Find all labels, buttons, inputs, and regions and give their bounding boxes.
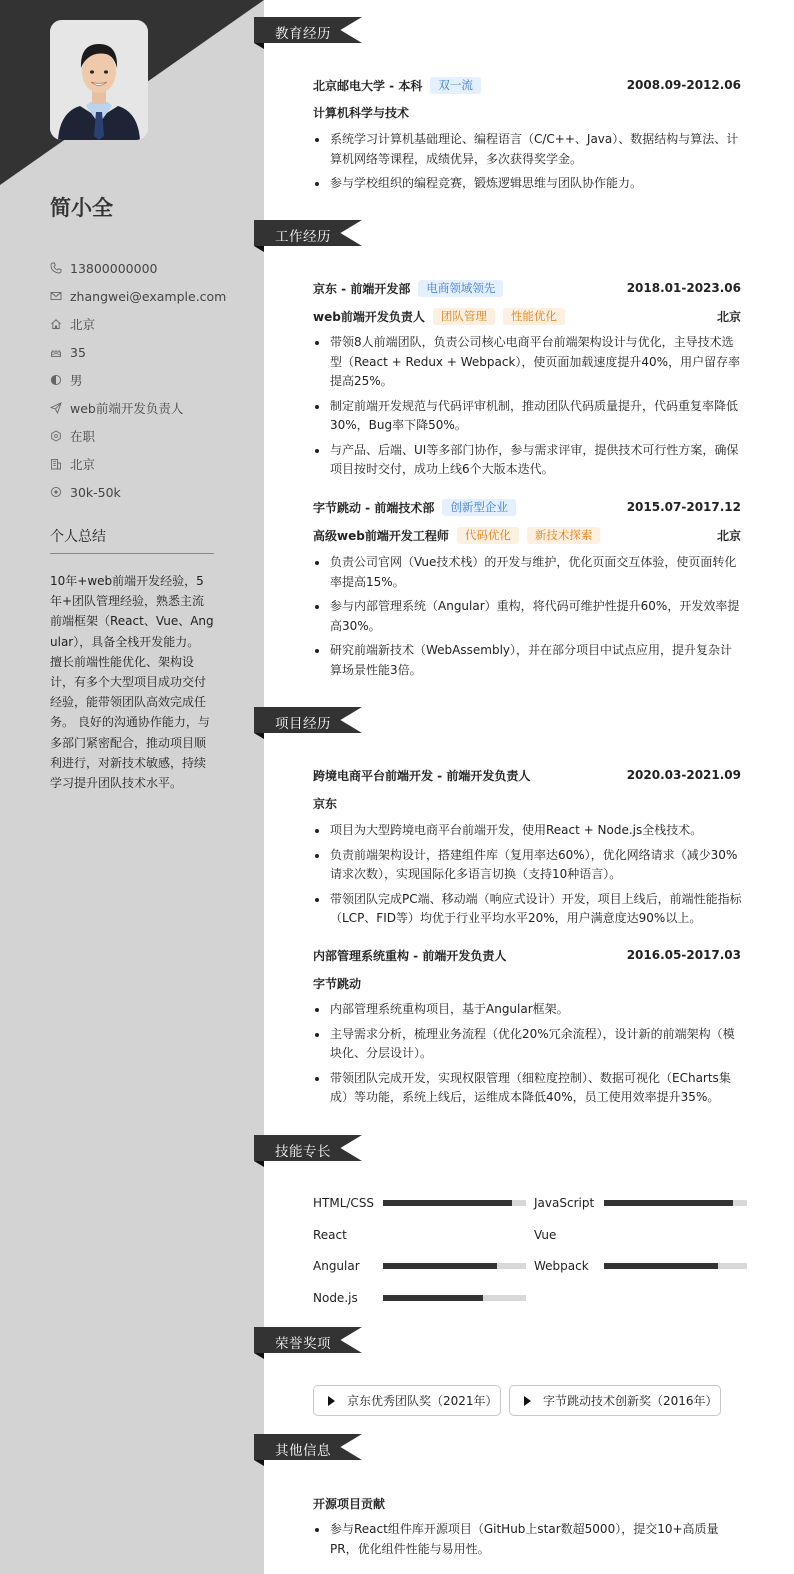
section-header-work xyxy=(254,220,362,250)
gender-icon xyxy=(50,374,62,386)
info-text: 北京 xyxy=(70,457,96,472)
job-tag: 团队管理 xyxy=(433,308,495,325)
job-title: web前端开发负责人 xyxy=(313,309,425,324)
project-company-name: 京东 xyxy=(313,796,338,811)
award-badge xyxy=(313,1385,501,1416)
list-item: 系统学习计算机基础理论、编程语言（C/C++、Java）、数据结构与算法、计算机网络等课程，成绩优异，多次获得奖学金。 xyxy=(313,130,743,169)
salary-icon xyxy=(50,486,62,498)
work-title-row xyxy=(313,307,741,325)
summary-title: 个人总结 xyxy=(50,529,106,545)
info-text: web前端开发负责人 xyxy=(70,401,184,416)
skill-level-fill xyxy=(383,1263,497,1269)
candidate-name: 简小全 xyxy=(50,196,113,220)
company-tag: 电商领域领先 xyxy=(418,280,503,297)
info-position xyxy=(50,394,250,422)
skill-level-bar xyxy=(383,1263,526,1269)
info-email xyxy=(50,282,250,310)
summary-divider xyxy=(50,553,214,554)
play-icon xyxy=(524,1396,531,1406)
list-item: 负责前端架构设计，搭建组件库（复用率达60%），优化网络请求（减少30%请求次数），实现国际化多语言切换（支持10种语言）。 xyxy=(313,846,743,885)
section-header-honors xyxy=(254,1327,362,1357)
info-text: 北京 xyxy=(70,317,96,332)
education-major xyxy=(313,103,741,121)
section-title: 其他信息 xyxy=(275,1443,331,1459)
school-tag: 双一流 xyxy=(430,77,481,94)
info-location xyxy=(50,310,250,338)
skill-item xyxy=(534,1258,747,1274)
info-phone xyxy=(50,254,250,282)
project-bullets xyxy=(313,1000,743,1113)
company-tag: 创新型企业 xyxy=(442,499,516,516)
section-header-projects xyxy=(254,707,362,737)
job-tag: 代码优化 xyxy=(457,527,519,544)
list-item: 项目为大型跨境电商平台前端开发，使用React + Node.js全栈技术。 xyxy=(313,821,743,841)
major-name: 计算机科学与技术 xyxy=(313,105,410,120)
work-bullets xyxy=(313,553,743,685)
list-item: 与产品、后端、UI等多部门协作，参与需求评审，提供技术可行性方案，确保项目按时交付，成功上线6个大版本迭代。 xyxy=(313,441,743,480)
info-age xyxy=(50,338,250,366)
company-name: 京东 - 前端开发部 xyxy=(313,281,411,296)
list-item: 带领团队完成PC端、移动端（响应式设计）开发，项目上线后，前端性能指标（LCP、FID等）均优于行业平均水平20%，用户满意度达90%以上。 xyxy=(313,890,743,929)
list-item: 研究前端新技术（WebAssembly），并在部分项目中试点应用，提升复杂计算场景性能3倍。 xyxy=(313,641,743,680)
list-item: 制定前端开发规范与代码评审机制，推动团队代码质量提升，代码重复率降低30%，Bug率下降50%。 xyxy=(313,397,743,436)
project-company xyxy=(313,794,741,812)
skill-item xyxy=(534,1227,747,1243)
phone-icon xyxy=(50,262,62,274)
section-title: 教育经历 xyxy=(275,26,331,42)
list-item: 参与学校组织的编程竞赛，锻炼逻辑思维与团队协作能力。 xyxy=(313,174,743,194)
skill-level-fill xyxy=(604,1263,718,1269)
list-item: 参与React组件库开源项目（GitHub上star数超5000），提交10+高质量PR，优化组件性能与易用性。 xyxy=(313,1520,743,1559)
skill-level-fill xyxy=(383,1200,512,1206)
skill-name: Webpack xyxy=(534,1259,589,1273)
project-header xyxy=(313,766,741,784)
main-content xyxy=(264,0,794,1574)
award-label: 京东优秀团队奖（2021年） xyxy=(347,1394,498,1408)
project-header xyxy=(313,946,741,964)
skill-level-bar xyxy=(383,1200,526,1206)
section-header-skills xyxy=(254,1135,362,1165)
education-period: 2008.09-2012.06 xyxy=(626,78,741,92)
info-text: 在职 xyxy=(70,429,96,444)
other-title: 开源项目贡献 xyxy=(313,1496,386,1511)
skill-name: JavaScript xyxy=(534,1196,595,1210)
project-period: 2020.03-2021.09 xyxy=(626,768,741,782)
project-period: 2016.05-2017.03 xyxy=(626,948,741,962)
section-header-education xyxy=(254,17,362,47)
skill-item xyxy=(313,1258,526,1274)
section-title: 技能专长 xyxy=(275,1144,331,1160)
section-title: 项目经历 xyxy=(275,716,331,732)
info-text: zhangwei@example.com xyxy=(70,288,227,304)
info-text: 30k-50k xyxy=(70,484,121,500)
skill-name: Node.js xyxy=(313,1291,358,1305)
other-title-row xyxy=(313,1494,741,1512)
skill-name: Angular xyxy=(313,1259,360,1273)
info-salary xyxy=(50,478,250,506)
info-status xyxy=(50,422,250,450)
skill-item xyxy=(534,1195,747,1211)
award-label: 字节跳动技术创新奖（2016年） xyxy=(543,1394,718,1408)
skill-item xyxy=(313,1227,526,1243)
age-icon xyxy=(50,346,62,358)
contact-info-list xyxy=(50,254,250,506)
sidebar xyxy=(0,0,264,1574)
send-icon xyxy=(50,402,62,414)
summary-text: 10年+web前端开发经验，5年+团队管理经验，熟悉主流前端框架（React、Vue、Angular），具备全栈开发能力。 擅长前端性能优化、架构设计，有多个大型项目成功交付经验，能带领团队高效完成任务。 良好的沟通协作能力，与多部门紧密配合，推动项目顺利进行，对新技术敏感，持续学习提升团队技术水平。 xyxy=(50,574,214,791)
work-bullets xyxy=(313,333,743,485)
section-title: 工作经历 xyxy=(275,229,331,245)
project-name: 跨境电商平台前端开发 - 前端开发负责人 xyxy=(313,768,531,783)
work-header xyxy=(313,279,741,297)
skill-level-bar xyxy=(383,1232,526,1238)
skill-level-bar xyxy=(604,1200,747,1206)
mail-icon xyxy=(50,290,62,302)
list-item: 带领团队完成开发，实现权限管理（细粒度控制）、数据可视化（ECharts集成）等功能，系统上线后，运维成本降低40%，员工使用效率提升35%。 xyxy=(313,1069,743,1108)
award-badge xyxy=(509,1385,721,1416)
list-item: 参与内部管理系统（Angular）重构，将代码可维护性提升60%，开发效率提高30%。 xyxy=(313,597,743,636)
job-city: 北京 xyxy=(716,309,741,324)
work-header xyxy=(313,498,741,516)
section-header-other xyxy=(254,1434,362,1464)
list-item: 内部管理系统重构项目，基于Angular框架。 xyxy=(313,1000,743,1020)
info-text: 35 xyxy=(70,344,86,360)
skill-level-bar xyxy=(604,1232,747,1238)
project-bullets xyxy=(313,821,743,934)
job-tag: 性能优化 xyxy=(503,308,565,325)
skill-item xyxy=(313,1195,526,1211)
skill-item xyxy=(313,1290,526,1306)
education-bullets xyxy=(313,130,743,199)
job-tag: 新技术探索 xyxy=(527,527,601,544)
job-title: 高级web前端开发工程师 xyxy=(313,528,449,543)
skill-name: HTML/CSS xyxy=(313,1196,375,1210)
school-name: 北京邮电大学 - 本科 xyxy=(313,78,423,93)
skill-level-bar xyxy=(604,1263,747,1269)
work-title-row xyxy=(313,526,741,544)
info-text: 男 xyxy=(70,373,83,388)
project-company-name: 字节跳动 xyxy=(313,976,362,991)
skill-name: React xyxy=(313,1228,347,1242)
avatar-portrait-icon xyxy=(50,20,148,140)
skill-level-fill xyxy=(383,1295,483,1301)
skill-level-bar xyxy=(383,1295,526,1301)
avatar xyxy=(50,20,148,140)
info-gender xyxy=(50,366,250,394)
list-item: 带领8人前端团队，负责公司核心电商平台前端架构设计与优化，主导技术选型（React + Redux + Webpack），使页面加载速度提升40%，用户留存率提高25%。 xyxy=(313,333,743,392)
company-name: 字节跳动 - 前端技术部 xyxy=(313,500,435,515)
list-item: 主导需求分析，梳理业务流程（优化20%冗余流程），设计新的前端架构（模块化、分层设计）。 xyxy=(313,1025,743,1064)
play-icon xyxy=(328,1396,335,1406)
skill-level-fill xyxy=(604,1200,733,1206)
home-icon xyxy=(50,318,62,330)
list-item: 负责公司官网（Vue技术栈）的开发与维护，优化页面交互体验，使页面转化率提高15%。 xyxy=(313,553,743,592)
project-name: 内部管理系统重构 - 前端开发负责人 xyxy=(313,948,507,963)
other-bullets xyxy=(313,1520,743,1564)
job-city: 北京 xyxy=(716,528,741,543)
building-icon xyxy=(50,458,62,470)
work-period: 2015.07-2017.12 xyxy=(626,500,741,514)
status-icon xyxy=(50,430,62,442)
section-title: 荣誉奖项 xyxy=(275,1336,331,1352)
work-period: 2018.01-2023.06 xyxy=(626,281,741,295)
project-company xyxy=(313,974,741,992)
education-header xyxy=(313,76,741,94)
info-text: 13800000000 xyxy=(70,260,158,276)
skill-name: Vue xyxy=(534,1228,557,1242)
info-city xyxy=(50,450,250,478)
